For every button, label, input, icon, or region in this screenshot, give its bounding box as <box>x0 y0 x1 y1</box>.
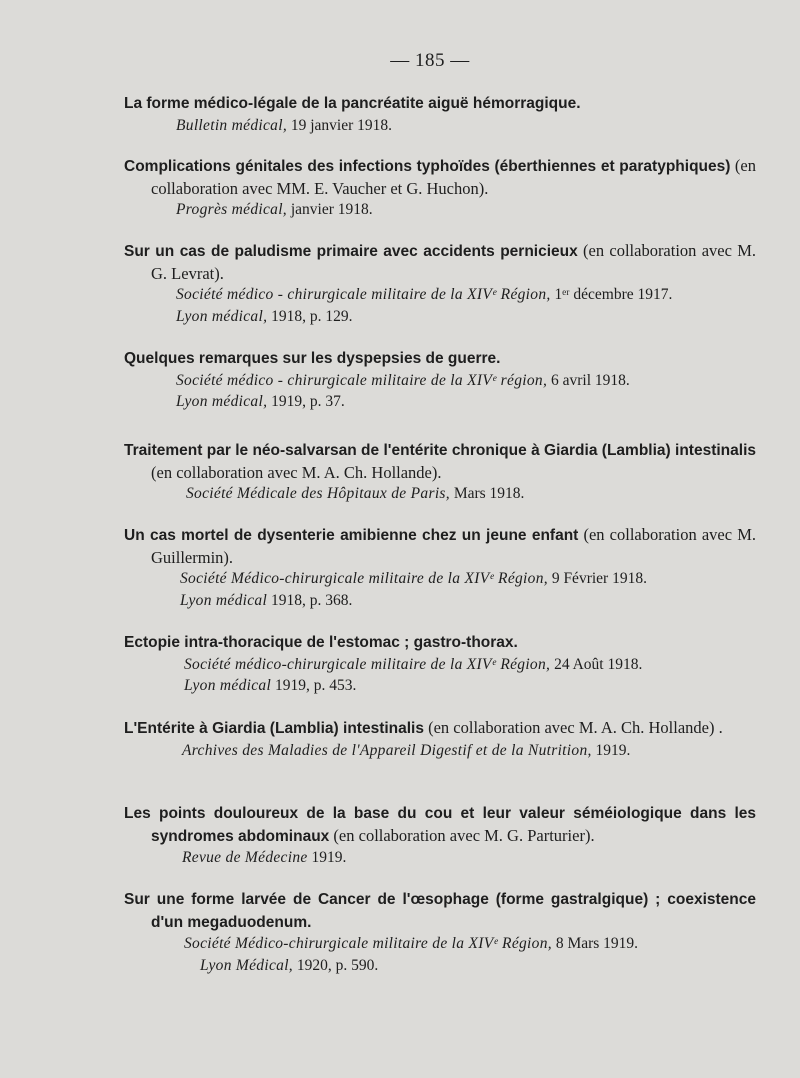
reference-journal: Société médico - chirurgicale militaire de la XIVᵉ région, <box>176 371 548 389</box>
reference-journal: Société Médicale des Hôpitaux de Paris, <box>186 485 450 502</box>
reference-journal: Progrès médical, <box>176 201 287 218</box>
entry-heading <box>124 524 756 568</box>
bibliography-entry <box>124 717 756 761</box>
entry-reference <box>124 391 756 413</box>
bibliography-entry <box>124 347 756 413</box>
entry-title: La forme médico-légale de la pancréatite aiguë hémorragique. <box>124 95 581 112</box>
entry-title: Un cas mortel de dysenterie amibienne chez un jeune enfant <box>124 527 579 544</box>
entry-reference <box>124 933 756 955</box>
entry-reference <box>124 284 756 306</box>
entry-reference <box>124 740 756 762</box>
entry-reference <box>124 370 756 392</box>
reference-journal: Lyon Médical, <box>200 956 293 974</box>
entry-heading <box>124 155 756 199</box>
entry-title: Sur une forme larvée de Cancer de l'œsophage (forme gastralgique) ; coexistence d'un megaduodenum. <box>124 891 756 931</box>
bibliography-entry <box>124 524 756 611</box>
entry-note: (en collaboration avec M. A. Ch. Hollande). <box>151 462 442 482</box>
entry-note: (en collaboration avec M. Guillermin). <box>151 525 756 567</box>
entry-heading <box>124 631 756 654</box>
bibliography-entry <box>124 631 756 697</box>
reference-detail: 9 Février 1918. <box>547 570 647 587</box>
entry-reference <box>124 306 756 328</box>
reference-journal: Société médico - chirurgicale militaire de la XIVᵉ Région, <box>176 286 551 303</box>
reference-detail: 1920, p. 590. <box>292 956 379 974</box>
reference-journal: Société médico-chirurgicale militaire de la XIVᵉ Région, <box>184 655 551 673</box>
reference-journal: Lyon médical, <box>176 393 268 410</box>
reference-journal: Archives des Maladies de l'Appareil Digestif et de la Nutrition, <box>182 741 592 759</box>
entry-reference <box>124 847 756 869</box>
bibliography-entry <box>124 240 756 327</box>
entry-title: Les points douloureux de la base du cou et leur valeur séméiologique dans les syndromes abdominaux <box>124 805 756 845</box>
reference-journal: Lyon médical, <box>176 307 268 325</box>
reference-detail: 8 Mars 1919. <box>551 935 639 952</box>
entry-heading <box>124 888 756 933</box>
reference-detail: 1918, p. 129. <box>267 307 353 325</box>
bibliography-entry <box>124 439 756 505</box>
bibliography-entry <box>124 802 756 869</box>
reference-journal: Lyon médical <box>180 591 268 609</box>
reference-detail: 6 avril 1918. <box>547 371 630 389</box>
reference-detail: 19 janvier 1918. <box>287 116 393 134</box>
reference-detail: 24 Août 1918. <box>550 655 643 673</box>
entry-heading <box>124 439 756 483</box>
entry-reference <box>124 568 756 590</box>
reference-journal: Société Médico-chirurgicale militaire de la XIVᵉ Région, <box>184 935 552 952</box>
entry-heading <box>124 92 756 115</box>
entry-heading <box>124 240 756 284</box>
reference-detail: 1919, p. 37. <box>267 393 345 410</box>
reference-journal: Bulletin médical, <box>176 116 287 134</box>
reference-detail: 1919, p. 453. <box>271 677 357 694</box>
entry-reference <box>124 955 756 977</box>
reference-journal: Revue de Médecine <box>182 849 308 866</box>
entry-reference <box>124 654 756 676</box>
entry-reference <box>124 115 756 137</box>
entry-note: (en collaboration avec M. G. Parturier). <box>329 825 595 845</box>
bibliography-entry <box>124 155 756 221</box>
reference-journal: Lyon médical <box>184 677 272 694</box>
reference-detail: 1919. <box>307 849 347 866</box>
entry-title: Sur un cas de paludisme primaire avec accidents pernicieux <box>124 243 578 260</box>
bibliography-entry <box>124 92 756 136</box>
entry-note: (en collaboration avec M. A. Ch. Hollande) . <box>423 718 723 737</box>
entry-reference <box>124 675 756 697</box>
entry-title: Quelques remarques sur les dyspepsies de guerre. <box>124 350 501 367</box>
reference-detail: 1ᵉʳ décembre 1917. <box>550 286 673 303</box>
entry-note: (en collaboration avec MM. E. Vaucher et G. Huchon). <box>151 156 756 198</box>
reference-detail: 1918, p. 368. <box>267 591 353 609</box>
entry-heading <box>124 347 756 370</box>
page-number: — 185 — <box>390 50 470 71</box>
reference-detail: janvier 1918. <box>286 201 373 218</box>
entry-title: Traitement par le néo-salvarsan de l'entérite chronique à Giardia (Lamblia) intestinalis <box>124 442 756 459</box>
entry-title: Complications génitales des infections typhoïdes (éberthiennes et paratyphiques) <box>124 158 731 175</box>
reference-detail: Mars 1918. <box>449 485 525 502</box>
bibliography-entry <box>124 888 756 976</box>
entry-reference <box>124 199 756 221</box>
entry-heading <box>124 802 756 847</box>
entry-title: L'Entérite à Giardia (Lamblia) intestinalis <box>124 720 424 737</box>
entry-title: Ectopie intra-thoracique de l'estomac ; gastro-thorax. <box>124 634 518 651</box>
reference-journal: Société Médico-chirurgicale militaire de la XIVᵉ Région, <box>180 570 548 587</box>
reference-detail: 1919. <box>591 741 631 759</box>
entry-heading <box>124 717 756 740</box>
entry-reference <box>124 483 756 505</box>
entry-note: (en collaboration avec M. G. Levrat). <box>151 241 756 283</box>
entry-reference <box>124 590 756 612</box>
